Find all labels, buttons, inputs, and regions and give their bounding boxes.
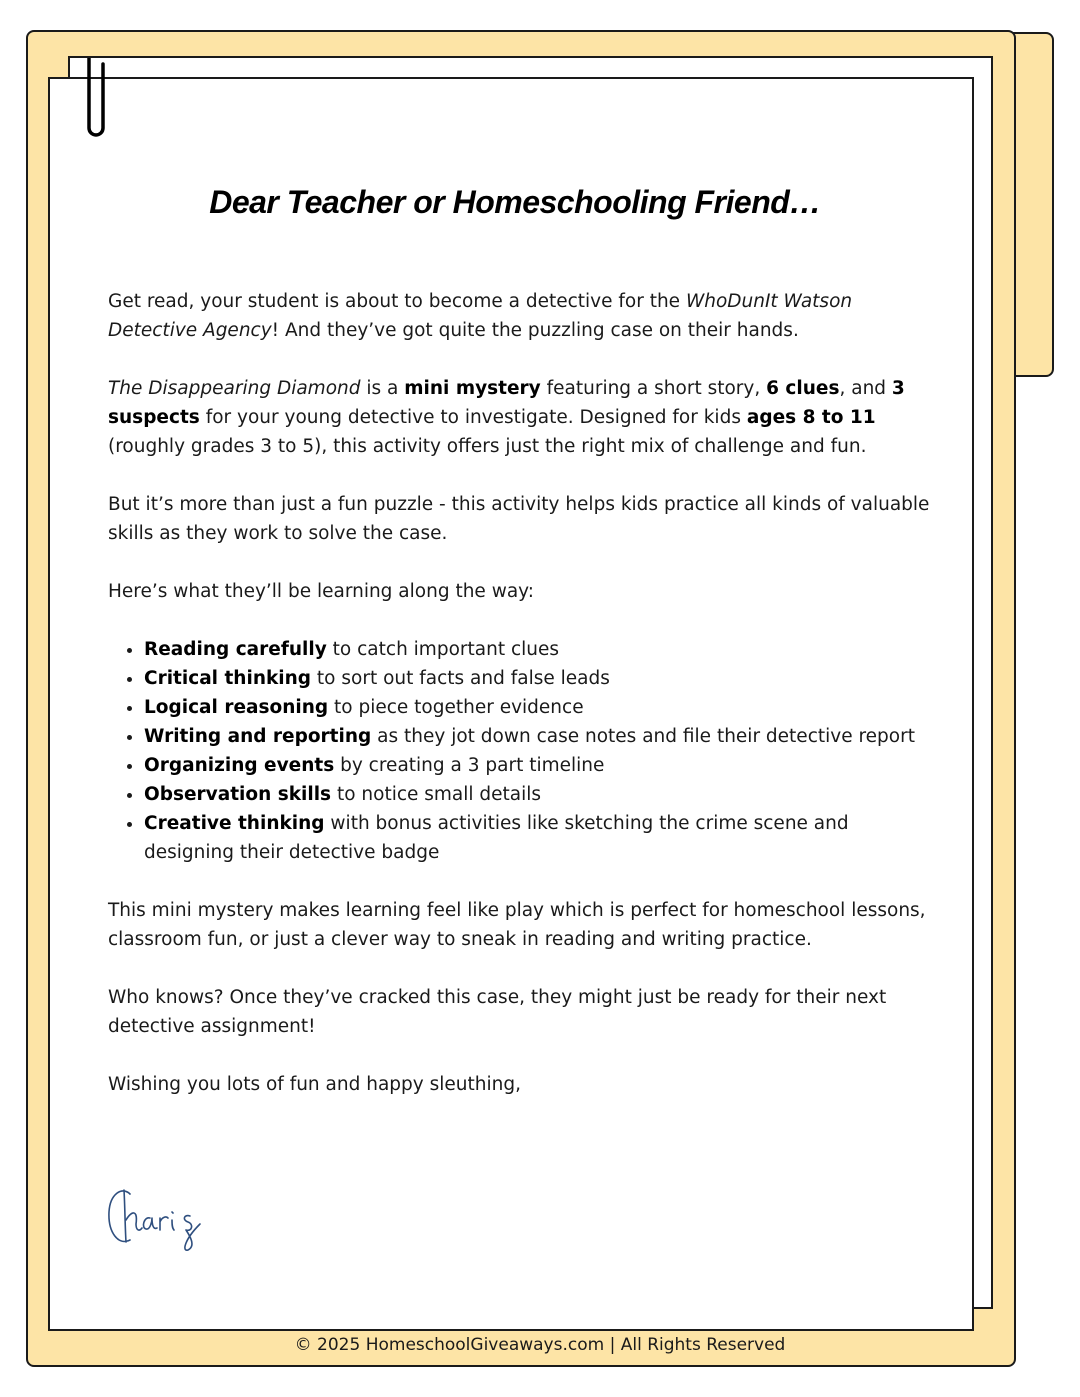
signature (104, 1180, 214, 1252)
bold-text: mini mystery (404, 378, 541, 399)
skill-name: Observation skills (144, 784, 332, 805)
list-lead-paragraph: Here’s what they’ll be learning along the way: (108, 581, 534, 602)
skill-detail: to notice small details (331, 784, 542, 805)
list-item (144, 751, 938, 780)
description-paragraph (108, 374, 938, 461)
footer-copyright: © 2025 HomeschoolGiveaways.com | All Rights Reserved (294, 1335, 786, 1355)
list-item (144, 693, 938, 722)
skill-name: Writing and reporting (144, 726, 372, 747)
paperclip-icon (80, 58, 112, 142)
skill-detail: to sort out facts and false leads (311, 668, 610, 689)
list-item (144, 809, 938, 867)
skill-detail: with bonus activities like sketching the crime scene and designing their detective badge (144, 813, 849, 863)
next-case-paragraph: Who knows? Once they’ve cracked this case, they might just be ready for their next detective assignment! (108, 987, 887, 1037)
closing-line: Wishing you lots of fun and happy sleuthing, (108, 1074, 521, 1095)
bold-text: 6 clues (766, 378, 840, 399)
list-item (144, 635, 938, 664)
list-item (144, 664, 938, 693)
intro-paragraph (108, 287, 938, 345)
skills-list (108, 635, 938, 867)
text-segment: (roughly grades 3 to 5), this activity offers just the right mix of challenge and fun. (108, 436, 867, 457)
summary-paragraph: This mini mystery makes learning feel like play which is perfect for homeschool lessons, classroom fun, or just a clever way to sneak in reading and writing practice. (108, 900, 926, 950)
text-segment: Get read, your student is about to become a detective for the (108, 291, 686, 312)
skill-detail: to catch important clues (326, 639, 560, 660)
skill-name: Logical reasoning (144, 697, 329, 718)
mystery-title: The Disappearing Diamond (108, 378, 361, 399)
bold-text: ages 8 to 11 (746, 407, 876, 428)
bold-text: 3 suspects (108, 378, 905, 428)
skill-name: Organizing events (144, 755, 335, 776)
text-segment: ! And they’ve got quite the puzzling case on their hands. (271, 320, 799, 341)
text-segment: , and (839, 378, 892, 399)
text-segment: featuring a short story, (540, 378, 767, 399)
list-item (144, 722, 938, 751)
text-segment: for your young detective to investigate. Designed for kids (199, 407, 747, 428)
skill-name: Reading carefully (144, 639, 327, 660)
skill-detail: as they jot down case notes and file their detective report (371, 726, 915, 747)
skill-name: Critical thinking (144, 668, 312, 689)
letter-heading: Dear Teacher or Homeschooling Friend… (209, 184, 821, 220)
skills-intro-paragraph: But it’s more than just a fun puzzle - this activity helps kids practice all kinds of valuable skills as they work to solve the case. (108, 494, 930, 544)
agency-name: WhoDunIt Watson Detective Agency (108, 291, 853, 341)
letter-body (108, 287, 938, 1128)
list-item (144, 780, 938, 809)
skill-detail: by creating a 3 part timeline (334, 755, 605, 776)
text-segment: is a (360, 378, 405, 399)
skill-name: Creative thinking (144, 813, 325, 834)
skill-detail: to piece together evidence (328, 697, 584, 718)
